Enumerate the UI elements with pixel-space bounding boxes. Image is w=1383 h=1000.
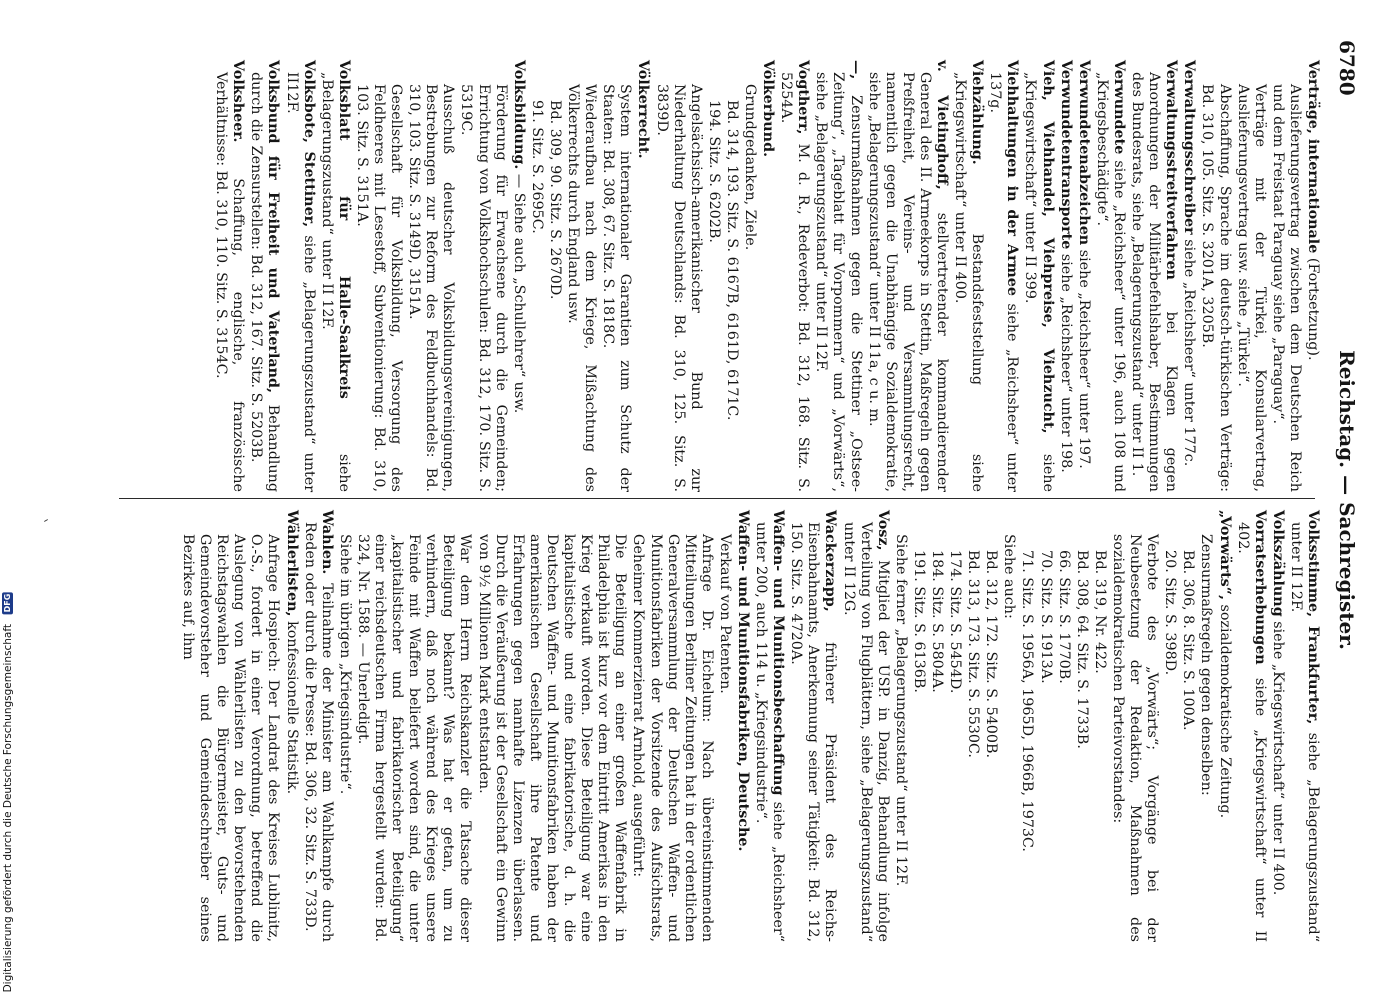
entry-text: Grundgedanken, Ziele.	[742, 84, 758, 251]
index-entry	[475, 510, 629, 942]
index-entry	[599, 60, 633, 492]
left-column	[211, 60, 1321, 492]
index-entry	[564, 60, 598, 492]
entry-heading: Verwaltungsschreiber	[1181, 60, 1198, 235]
entry-text: siehe „Kriegswirtschaft“ unter II 402.	[1234, 522, 1268, 942]
entry-heading: Vorratserhebungen	[1251, 510, 1268, 665]
index-entry	[354, 510, 474, 942]
index-entry	[1093, 60, 1127, 492]
running-title: Reichstag. — Sachregister.	[1335, 350, 1359, 650]
index-entry	[336, 510, 353, 942]
index-entry	[1234, 60, 1268, 492]
entry-heading: Völkerrecht.	[635, 60, 652, 159]
stamp-text: Digitalisierung gefördert durch die Deutsche Forschungsgemeinschaft	[2, 623, 14, 992]
entry-heading: Wackerzapp,	[822, 510, 839, 612]
entry-text: Gesellschaft für Volksbildung, Versorgung des Feldheeres mit Lesestoff, Subventionierung: Bd. 310, 103. Sitz. S. 3151A.	[353, 84, 405, 492]
entry-text: siehe „Reichsheer“ unter 200, auch 114 u. „Kriegsindustrie“.	[753, 522, 787, 942]
index-entry	[1109, 510, 1160, 942]
page-header	[1325, 40, 1365, 960]
entry-heading: Vogtherr,	[795, 60, 812, 135]
entry-text: Schaffung, englische, französische Verhältnisse: Bd. 310, 110. Sitz. S. 3154C.	[213, 72, 247, 492]
entry-heading: Volksheer.	[230, 60, 247, 143]
index-entry	[812, 60, 863, 492]
entry-text: siehe „Reichsheer“ unter 177c.	[1181, 239, 1198, 467]
entry-heading: Wählerlisten,	[283, 510, 300, 617]
column-divider	[119, 498, 1315, 499]
entry-heading: Wahlen.	[318, 510, 335, 575]
entry-text: Behandlung durch die Zensurstellen: Bd. 312, 167. Sitz. S. 5203B.	[248, 72, 282, 492]
index-entry	[1304, 60, 1321, 492]
index-entry	[1269, 60, 1303, 492]
entry-text: Bestandsfeststellung siehe „Kriegswirtschaft“ unter II 400.	[952, 72, 986, 492]
index-entry	[405, 60, 456, 492]
entry-text: Verbote des „Vorwärts“; Vorgänge bei der Neubesetzung der Redaktion, Maßnahmen des sozialdemokratischen Parteivorstandes:	[1109, 534, 1161, 942]
entry-text: (Fortsetzung).	[1305, 257, 1321, 361]
index-entry	[1128, 60, 1179, 492]
entry-reference: 71. Sitz. S. 1956A, 1965D, 1966B, 1973C.	[1019, 550, 1036, 852]
entry-heading: Volkszählung	[1269, 510, 1286, 617]
entry-text: früherer Präsident des Reichs-Eisenbahnamts, Anerkennung seiner Tätigkeit: Bd. 312, 150. Sitz. S. 4720A.	[788, 522, 839, 942]
index-entry	[1197, 510, 1214, 942]
entry-text: sozialdemokratische Zeitung.	[1216, 604, 1233, 819]
index-entry	[752, 510, 786, 942]
entry-reference: 194. Sitz. S. 6202B.	[705, 100, 722, 243]
index-entry	[892, 510, 909, 942]
entry-text: Angelsächsisch-amerikanischer Bund zur Niederhaltung Deutschlands: Bd. 310, 125. Sitz. S. 3839D.	[653, 84, 704, 492]
entry-heading: „Vorwärts“,	[1216, 510, 1233, 600]
page-number: 6780	[1335, 40, 1359, 96]
entry-heading: v. Vietinghoff,	[934, 60, 951, 190]
index-entry	[1057, 60, 1074, 492]
index-entry	[301, 510, 335, 942]
entry-heading: Verwaltungsstreitverfahren	[1163, 60, 1180, 280]
entry-text: Anfrage Hospiech: Der Landrat des Kreises Lublinitz, O.-S., fordert in einer Verordnung, betreffend die Auslegung von Wählerlisten zu den bevorstehenden Reichstagswahlen die Bürgermeister, Guts- und Gemeindevorsteher und Gemeindeschreiber seines Bezirkes auf, ihm	[180, 534, 282, 942]
entry-text: siehe „Reichsheer“ unter 196, auch 108 und „Kriegsbeschädigte“.	[1093, 72, 1127, 492]
index-entry	[212, 60, 246, 492]
entry-heading: Viehhaltungen in der Armee	[1004, 60, 1021, 296]
index-entry	[1234, 510, 1268, 942]
entry-text: Siehe im übrigen „Kriegsindustrie“.	[336, 534, 353, 795]
entry-text: siehe „Kriegswirtschaft“ unter II 400.	[1269, 621, 1286, 896]
entry-text: siehe „Belagerungszustand“ unter II 12F.	[1287, 522, 1321, 943]
entry-heading: Volksbund für Freiheit und Vaterland,	[265, 60, 282, 394]
entry-text: siehe „Kriegswirtschaft“ unter II 399.	[1022, 72, 1056, 493]
entry-reference: 184. Sitz. S. 5804A.	[929, 550, 946, 693]
entry-text: Die Beteiligung an einer großen Waffenfabrik in Philadelphia ist kurz vor dem Eintritt Amerikas in den Krieg verkauft worden. Diese Beteiligung war eine kapitalistische und eine fabrikatorische, d. h. die Deutschen Waffen- und Munitionsfabriken haben der amerikanischen Gesellschaft ihre Patente und Erfahrungen gegen namhafte Lizenzen überlassen. Durch die Veräußerung ist der Gesellschaft ein Gewinn von 9½ Millionen Mark entstanden.	[475, 534, 629, 942]
entry-text: M. d. R., Redeverbot: Bd. 312, 168. Sitz. S. 5254A.	[778, 72, 812, 493]
index-entry	[839, 510, 890, 942]
index-entry	[634, 60, 651, 492]
index-entry	[1198, 60, 1232, 492]
dfg-logo-icon: DFG	[3, 593, 12, 613]
entry-text: siehe „Belagerungszustand“ unter II 12F.	[318, 72, 352, 492]
entry-text: Siehe auch:	[1001, 534, 1018, 619]
index-entry	[353, 60, 404, 492]
index-entry	[457, 60, 508, 492]
index-entry	[1215, 510, 1232, 942]
index-entry	[734, 510, 751, 942]
entry-text: bei Klagen gegen Anordnungen der Militärbefehlshaber, Bestimmungen des Bundesrats, siehe „Belagerungszustand“ unter II 1.	[1129, 72, 1180, 493]
entry-text: Siehe ferner „Belagerungszustand“ unter II 12F.	[892, 534, 909, 887]
entry-heading: Vieh, Viehhandel, Viehpreise, Viehzucht,	[1039, 60, 1056, 434]
index-entry	[629, 510, 714, 942]
entry-text: — Siehe auch „Schullehrer“ usw.	[510, 173, 527, 414]
entry-text: Auslieferungsvertrag zwischen dem Deutschen Reich und dem Freistaat Paraguay siehe „Paraguay“.	[1269, 84, 1303, 492]
index-entry	[986, 60, 1020, 492]
entry-text: Verträge mit der Türkei, Konsularvertrag, Auslieferungsvertrag usw. siehe „Türkei“.	[1234, 84, 1268, 492]
entry-text: siehe „Belagerungszustand“ unter II12F.	[283, 72, 317, 493]
entry-text: Teilnahme der Minister am Wahlkampfe durch Reden oder durch die Presse: Bd. 306, 32. Sitz. S. 733D.	[301, 522, 335, 943]
entry-text: siehe „Reichsheer“ unter 197.	[1075, 249, 1092, 469]
entry-reference: Bd. 308, 64. Sitz. S. 1733B.	[1073, 550, 1090, 749]
entry-reference: Bd. 314, 193. Sitz. S. 6167B, 6161D, 6171C.	[723, 100, 740, 421]
entry-heading: Vosz,	[874, 510, 891, 551]
index-entry	[1287, 510, 1321, 942]
entry-heading: Volksblatt für Halle-Saalkreis	[335, 60, 352, 399]
entry-reference: Bd. 319, Nr. 422.	[1091, 550, 1108, 674]
entry-heading: Waffen- und Munitionsfabriken, Deutsche.	[735, 510, 751, 852]
entry-heading: Volksstimme, Frankfurter,	[1305, 510, 1321, 725]
index-entry	[787, 510, 838, 942]
index-entry	[318, 60, 352, 492]
index-entry	[777, 60, 811, 492]
right-column	[178, 510, 1321, 942]
entry-heading: Volksbildung.	[510, 60, 527, 170]
entry-reference: Bd. 309, 90. Sitz. S. 2670D.	[546, 100, 563, 300]
entry-text: siehe „Reichsheer“ unter 137g.	[987, 72, 1021, 493]
index-entry	[865, 60, 950, 492]
entry-reference: 20. Sitz. S. 398D.	[1162, 550, 1179, 676]
index-entry	[282, 60, 316, 492]
index-entry	[716, 510, 733, 942]
entry-heading: Waffen- und Munitionsbeschaffung	[770, 510, 787, 796]
entry-heading: Verwundete	[1110, 60, 1127, 155]
entry-reference: 174. Sitz. S. 5454D.	[947, 550, 964, 694]
entry-text: konfessionelle Statistik.	[283, 621, 300, 795]
entry-reference: 191. Sitz. S. 6136B.	[910, 550, 927, 693]
entry-text: stellvertretender kommandierender General des II. Armeekorps in Stettin, Maßregeln gegen Preßfreiheit, Vereins- und Versammlungsrecht, namentlich gegen die Unabhängige Sozialdemokratie, siehe „Belagerungszustand“ unter II 11a, c u. m.	[865, 72, 951, 493]
entry-text: War dem Herrn Reichskanzler die Tatsache dieser Beteiligung bekannt? Was hat er getan, um zu verhindern, daß noch während des Krieges unsere Feinde mit Waffen beliefert worden sind, die unter „kapitalistischer und fabrikatorischer Beteiligung“ einer reichsdeutschen Firma hergestellt wurden: Bd. 324, Nr. 1588. — Unerledigt.	[354, 534, 474, 942]
index-entry	[1075, 60, 1092, 492]
entry-text: siehe „Reichsheer“ unter 198.	[1057, 253, 1074, 473]
entry-heading: Viehzählung.	[969, 60, 986, 165]
entry-text: Wiederaufbau nach dem Kriege, Mißachtung des Völkerrechts durch England usw.	[565, 84, 599, 492]
index-entry	[282, 510, 299, 942]
index-entry	[741, 60, 758, 492]
index-entry	[510, 60, 527, 492]
entry-reference: Bd. 313, 173. Sitz. S. 5530C.	[965, 550, 982, 758]
entry-heading: Verträge, internationale	[1305, 60, 1321, 254]
entry-text: Abschaffung, Sprache im deutsch-türkischen Verträge: Bd. 310, 105. Sitz. S. 3201A, 3205B.	[1199, 84, 1233, 492]
entry-text: Ausschuß deutscher Volksbildungsvereinigungen, Bestrebungen zur Reform des Feldbuchhandels: Bd. 310, 103. Sitz. S. 3149D, 3151A.	[406, 84, 457, 492]
index-entry	[951, 60, 985, 492]
entry-heading: Völkerbund.	[760, 60, 777, 158]
entry-reference: Bd. 306, 8. Sitz. S. 100A.	[1180, 550, 1197, 731]
entry-heading: Volksbote, Stettiner,	[300, 60, 317, 228]
entry-reference: 70. Sitz. S. 1913A.	[1037, 550, 1054, 684]
entry-text: Anfrage Dr. Eichelum: Nach übereinstimmenden Mitteilungen Berliner Zeitungen hat in der ordentlichen Generalversammlung der Deutschen Waffen- und Munitionsfabriken der Vorsitzende des Aufsichtsrats, Geheimer Kommerzienrat Arnhold, ausgeführt:	[630, 534, 715, 942]
index-entry	[1000, 510, 1017, 942]
digitization-stamp	[2, 592, 14, 992]
index-entry	[1269, 510, 1286, 942]
index-entry	[1180, 60, 1197, 492]
entry-heading: Verwundetentransporte	[1057, 60, 1074, 250]
entry-reference: 66. Sitz. S. 1770B.	[1055, 550, 1072, 684]
entry-reference: Bd. 312, 172. Sitz. S. 5400B.	[983, 550, 1000, 759]
entry-text: Verkauf von Patenten.	[716, 534, 733, 694]
entry-text: System internationaler Garantien zum Schutz der Staaten: Bd. 308, 67. Sitz. S. 1818C.	[600, 84, 634, 492]
entry-text: Mitglied der USP. in Danzig, Behandlung infolge Verteilung von Flugblättern, siehe „Belagerungszustand“ unter II 12G.	[840, 522, 891, 942]
entry-text: Zensurmaßregeln gegen denselben:	[1198, 534, 1215, 796]
entry-heading: —,	[847, 60, 864, 80]
entry-heading: Verwundetenabzeichen	[1075, 60, 1092, 246]
entry-text: Förderung für Erwachsene durch die Gemeinden; Errichtung von Volkshochschulen: Bd. 312, 170. Sitz. S. 5319C.	[458, 84, 509, 492]
entry-reference: 91. Sitz. S. 2695C.	[528, 100, 545, 234]
index-entry	[247, 60, 281, 492]
index-entry	[652, 60, 703, 492]
entry-text: Zensurmaßnahmen gegen die Stettiner „Ostsee-Zeitung“, „Tageblatt für Vorpommern“ und „Vorwärts“, siehe „Belagerungszustand“ unter II 12F.	[813, 72, 864, 492]
index-entry	[179, 510, 282, 942]
index-entry	[1021, 60, 1055, 492]
index-entry	[759, 60, 776, 492]
